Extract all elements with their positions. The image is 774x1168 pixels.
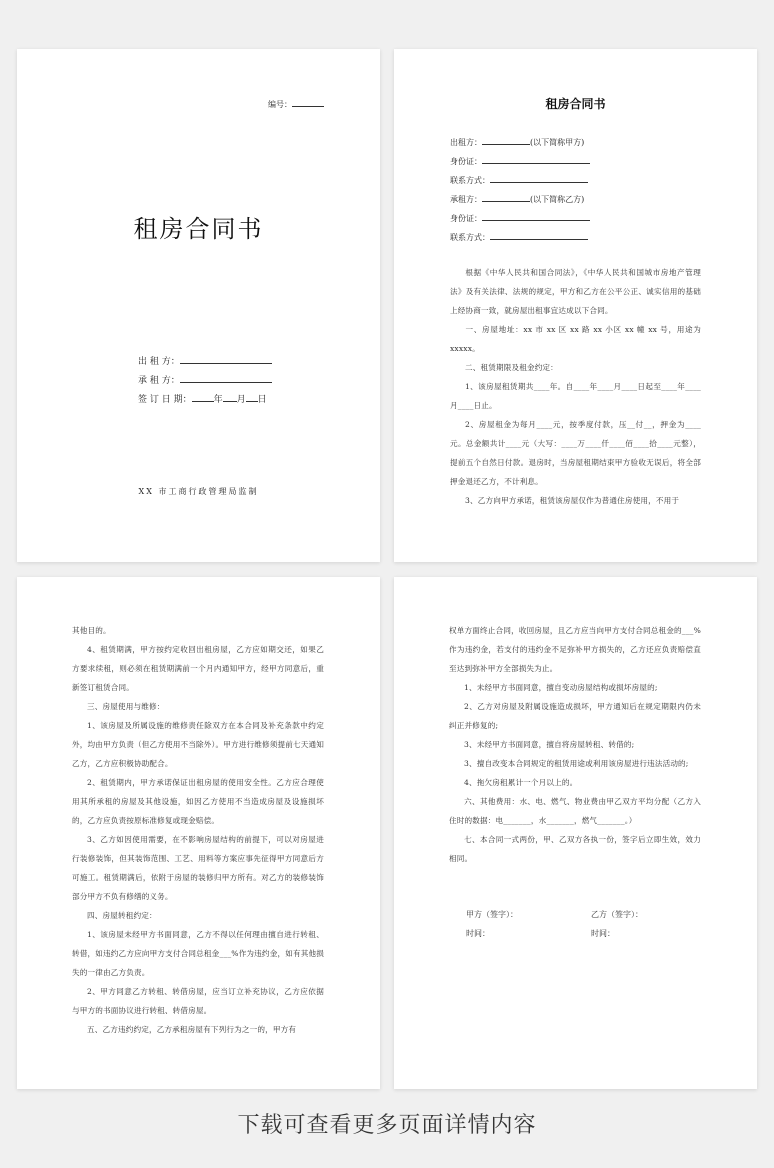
contract-number-label: 编号： [268, 100, 292, 109]
party-a-time: 时间： [466, 929, 490, 938]
contract-body [72, 621, 324, 1039]
sign-date-label: 签 订 日 期： [138, 395, 192, 405]
paragraph: 权单方面终止合同，收回房屋，且乙方应当向甲方支付合同总租金的___%作为违约金，若支付的违约金不足弥补甲方损失的，乙方还应负责赔偿直至达到弥补甲方全部损失为止。 [449, 626, 701, 673]
party-line: 身份证： [450, 211, 590, 224]
contract-page-2 [17, 577, 380, 1089]
lessee-label: 承 租 方： [138, 376, 180, 386]
paragraph: 六、其他费用：水、电、燃气、物业费由甲乙双方平均分配（乙方入住时的数据：电_______，水_______，燃气_______。） [449, 797, 701, 825]
paragraph: 其他目的。 [72, 626, 111, 635]
paragraph: 3、乙方向甲方承诺，租赁该房屋仅作为普通住房使用，不用于 [465, 496, 680, 505]
paragraph: 3、乙方如因使用需要，在不影响房屋结构的前提下，可以对房屋进行装修装饰，但其装饰范围、工艺、用料等方案应事先征得甲方同意后方可施工。租赁期满后，依附于房屋的装修归甲方所有。对乙方的装修装饰部分甲方不负有修缮的义务。 [72, 835, 324, 901]
paragraph: 2、甲方同意乙方转租、转借房屋，应当订立补充协议，乙方应依据与甲方的书面协议进行转租、转借房屋。 [72, 987, 324, 1015]
contract-body [449, 621, 701, 868]
paragraph: 4、拖欠房租累计一个月以上的。 [464, 778, 578, 787]
sign-date-field: 签 订 日 期： 年 月 日 [138, 392, 267, 406]
party-line: 身份证： [450, 154, 590, 167]
contract-body [450, 263, 701, 510]
paragraph: 四、房屋转租约定： [87, 911, 157, 920]
paragraph: 根据《中华人民共和国合同法》，《中华人民共和国城市房地产管理法》及有关法律、法规的规定，甲方和乙方在公平公正、诚实信用的基础上经协商一致，就房屋出租事宜达成以下合同。 [450, 268, 701, 315]
paragraph: 1、该房屋及所属设施的维修责任除双方在本合同及补充条款中约定外，均由甲方负责（但乙方使用不当除外）。甲方进行维修须提前七天通知乙方，乙方应积极协助配合。 [72, 721, 324, 768]
paragraph: 二、租赁期限及租金约定： [465, 363, 558, 372]
party-line: 承租方： (以下简称乙方) [450, 192, 584, 205]
paragraph: 三、房屋使用与维修： [87, 702, 165, 711]
contract-page-1 [394, 49, 757, 562]
party-line: 联系方式： [450, 173, 588, 186]
paragraph: 3、未经甲方书面同意，擅自将房屋转租、转借的; [464, 740, 635, 749]
paragraph: 五、乙方违约约定，乙方承租房屋有下列行为之一的，甲方有 [87, 1025, 297, 1034]
contract-title: 租房合同书 [545, 97, 606, 111]
paragraph: 2、房屋租金为每月____元，按季度付款，压__付__，押金为____元。总金额共计____元（大写：____万____仟____佰____拾____元整），提前五个自然日付款。退房时，当房屋租期结束甲方验收无误后，将全部押金退还乙方，不计利息。 [450, 420, 701, 486]
paragraph: 七、本合同一式两份，甲、乙双方各执一份，签字后立即生效，效力相同。 [449, 835, 701, 863]
party-b-time: 时间： [591, 929, 615, 938]
lessor-label: 出 租 方： [138, 357, 180, 367]
cover-title: 租房合同书 [133, 215, 264, 243]
paragraph: 4、租赁期满，甲方按约定收回出租房屋，乙方应如期交还，如果乙方要求续租，则必须在租赁期满前一个月内通知甲方，经甲方同意后，重新签订租赁合同。 [72, 645, 324, 692]
lessee-field [138, 373, 272, 387]
paragraph: 一、房屋地址：xx 市 xx 区 xx 路 xx 小区 xx 幢 xx 号，用途为 xxxxx。 [450, 325, 701, 353]
paragraph: 2、租赁期内，甲方承诺保证出租房屋的使用安全性。乙方应合理使用其所承租的房屋及其他设施，如因乙方使用不当造成房屋及设施损坏的，乙方应负责按原标准修复或现金赔偿。 [72, 778, 324, 825]
contract-page-3 [394, 577, 757, 1089]
supervisor-text: XX 市工商行政管理局监制 [138, 487, 259, 496]
party-line: 出租方： (以下简称甲方) [450, 135, 584, 148]
paragraph: 1、未经甲方书面同意，擅自变动房屋结构或损坏房屋的; [464, 683, 658, 692]
paragraph: 2、乙方对房屋及附属设施造成损坏，甲方通知后在规定期限内仍未纠正并修复的; [449, 702, 701, 730]
party-line: 联系方式： [450, 230, 588, 243]
paragraph: 1、该房屋未经甲方书面同意，乙方不得以任何理由擅自进行转租、转借，如违约乙方应向甲方支付合同总租金___%作为违约金，如有其他损失的一律由乙方负责。 [72, 930, 324, 977]
cover-page [17, 49, 380, 562]
contract-number [268, 97, 324, 110]
paragraph: 3、擅自改变本合同规定的租赁用途或利用该房屋进行违法活动的; [464, 759, 689, 768]
party-b-signature: 乙方（签字）： [591, 910, 643, 919]
lessor-field [138, 354, 272, 368]
download-caption: 下载可查看更多页面详情内容 [237, 1113, 537, 1138]
party-a-signature: 甲方（签字）： [466, 910, 518, 919]
paragraph: 1、该房屋租赁期共____年。自____年____月____日起至____年____月____日止。 [450, 382, 701, 410]
